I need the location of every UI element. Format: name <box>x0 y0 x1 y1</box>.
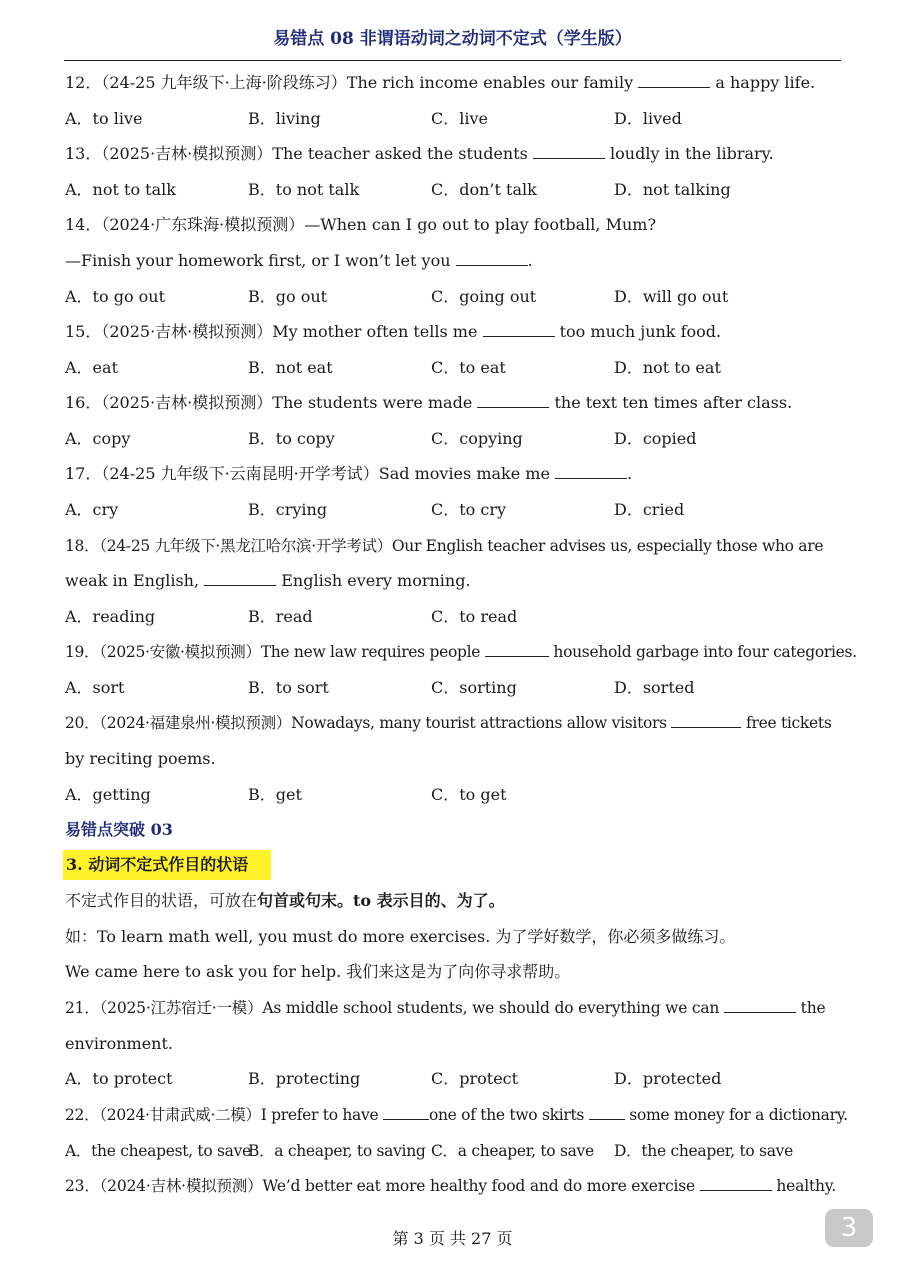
q20-option-c: C．to get <box>431 785 507 804</box>
q19-option-b: B．to sort <box>248 678 329 697</box>
q13-option-a: A．not to talk <box>65 180 176 199</box>
question-20-line-2: by reciting poems. <box>65 749 216 768</box>
answer-blank <box>700 1176 772 1191</box>
q22-option-c: C．a cheaper, to save <box>431 1142 594 1160</box>
answer-blank <box>671 713 741 728</box>
q22-option-d: D．the cheaper, to save <box>614 1142 793 1160</box>
q22-option-b: B．a cheaper, to saving <box>248 1142 426 1160</box>
question-15: 15．（2025·吉林·模拟预测）My mother often tells me too much junk food. <box>65 322 722 341</box>
section-title: 易错点突破 03 <box>65 820 173 839</box>
q18-option-b: B．read <box>248 607 313 626</box>
q17-option-c: C．to cry <box>431 500 507 519</box>
section-example-1: 如：To learn math well, you must do more exercises. 为了学好数学，你必须多做练习。 <box>65 927 736 946</box>
q21-option-c: C．protect <box>431 1069 519 1088</box>
question-21: 21．（2025·江苏宿迁·一模）As middle school students, we should do everything we can the <box>65 999 826 1017</box>
question-18: 18．（24-25 九年级下·黑龙江哈尔滨·开学考试）Our English teacher advises us, especially those who are <box>65 537 824 555</box>
q19-option-d: D．sorted <box>614 678 695 697</box>
q17-option-b: B．crying <box>248 500 328 519</box>
q18-option-c: C．to read <box>431 607 518 626</box>
q15-option-d: D．not to eat <box>614 358 721 377</box>
page-footer: 第 3 页 共 27 页 <box>392 1229 513 1248</box>
q20-option-b: B．get <box>248 785 302 804</box>
answer-blank <box>589 1105 625 1120</box>
answer-blank <box>555 464 627 479</box>
page-number-badge: 3 <box>825 1209 873 1247</box>
question-17: 17．（24-25 九年级下·云南昆明·开学考试）Sad movies make me . <box>65 464 633 483</box>
q21-option-b: B．protecting <box>248 1069 361 1088</box>
question-21-line-2: environment. <box>65 1034 173 1053</box>
q12-option-c: C．live <box>431 109 488 128</box>
q16-option-d: D．copied <box>614 429 697 448</box>
q17-option-d: D．cried <box>614 500 685 519</box>
q13-option-c: C．don’t talk <box>431 180 537 199</box>
question-14-line-2: —Finish your homework first, or I won’t let you . <box>65 251 533 270</box>
q14-option-c: C．going out <box>431 287 537 306</box>
question-18-line-2: weak in English, English every morning. <box>65 571 471 590</box>
question-16: 16．（2025·吉林·模拟预测）The students were made the text ten times after class. <box>65 393 793 412</box>
q13-option-b: B．to not talk <box>248 180 360 199</box>
question-22: 22．（2024·甘肃武威·二模）I prefer to have one of the two skirts some money for a dictionary. <box>65 1106 848 1124</box>
q15-option-a: A．eat <box>65 358 118 377</box>
answer-blank <box>533 144 605 159</box>
header-divider <box>64 60 841 61</box>
q16-option-c: C．copying <box>431 429 523 448</box>
question-12: 12．（24-25 九年级下·上海·阶段练习）The rich income enables our family a happy life. <box>65 73 816 92</box>
q13-option-d: D．not talking <box>614 180 731 199</box>
answer-blank <box>477 393 549 408</box>
answer-blank <box>204 571 276 586</box>
q22-option-a: A．the cheapest, to save <box>65 1142 251 1160</box>
q19-option-c: C．sorting <box>431 678 517 697</box>
question-23: 23．（2024·吉林·模拟预测）We’d better eat more healthy food and do more exercise healthy. <box>65 1177 836 1195</box>
q12-option-a: A．to live <box>65 109 143 128</box>
q14-option-a: A．to go out <box>65 287 166 306</box>
answer-blank <box>483 322 555 337</box>
q16-option-a: A．copy <box>65 429 131 448</box>
section-rule: 不定式作目的状语，可放在句首或句末。to 表示目的、为了。 <box>65 891 505 910</box>
question-20: 20．（2024·福建泉州·模拟预测）Nowadays, many tourist attractions allow visitors free tickets <box>65 714 832 732</box>
q21-option-a: A．to protect <box>65 1069 173 1088</box>
q12-option-b: B．living <box>248 109 321 128</box>
answer-blank <box>638 73 710 88</box>
q20-option-a: A．getting <box>65 785 151 804</box>
question-19: 19．（2025·安徽·模拟预测）The new law requires people household garbage into four categories. <box>65 643 857 661</box>
answer-blank <box>485 642 549 657</box>
question-14: 14．（2024·广东珠海·模拟预测）—When can I go out to play football, Mum? <box>65 215 657 234</box>
answer-blank <box>383 1105 429 1120</box>
q15-option-b: B．not eat <box>248 358 333 377</box>
q21-option-d: D．protected <box>614 1069 722 1088</box>
q18-option-a: A．reading <box>65 607 156 626</box>
q12-option-d: D．lived <box>614 109 682 128</box>
answer-blank <box>724 998 796 1013</box>
section-highlight-text: 3. 动词不定式作目的状语 <box>66 855 249 874</box>
q14-option-d: D．will go out <box>614 287 729 306</box>
answer-blank <box>456 251 528 266</box>
question-13: 13．（2025·吉林·模拟预测）The teacher asked the students loudly in the library. <box>65 144 774 163</box>
q14-option-b: B．go out <box>248 287 328 306</box>
q17-option-a: A．cry <box>65 500 119 519</box>
section-example-2: We came here to ask you for help. 我们来这是为了向你寻求帮助。 <box>65 962 571 981</box>
q16-option-b: B．to copy <box>248 429 335 448</box>
page-header-title: 易错点 08 非谓语动词之动词不定式（学生版） <box>273 29 632 49</box>
q19-option-a: A．sort <box>65 678 125 697</box>
q15-option-c: C．to eat <box>431 358 506 377</box>
